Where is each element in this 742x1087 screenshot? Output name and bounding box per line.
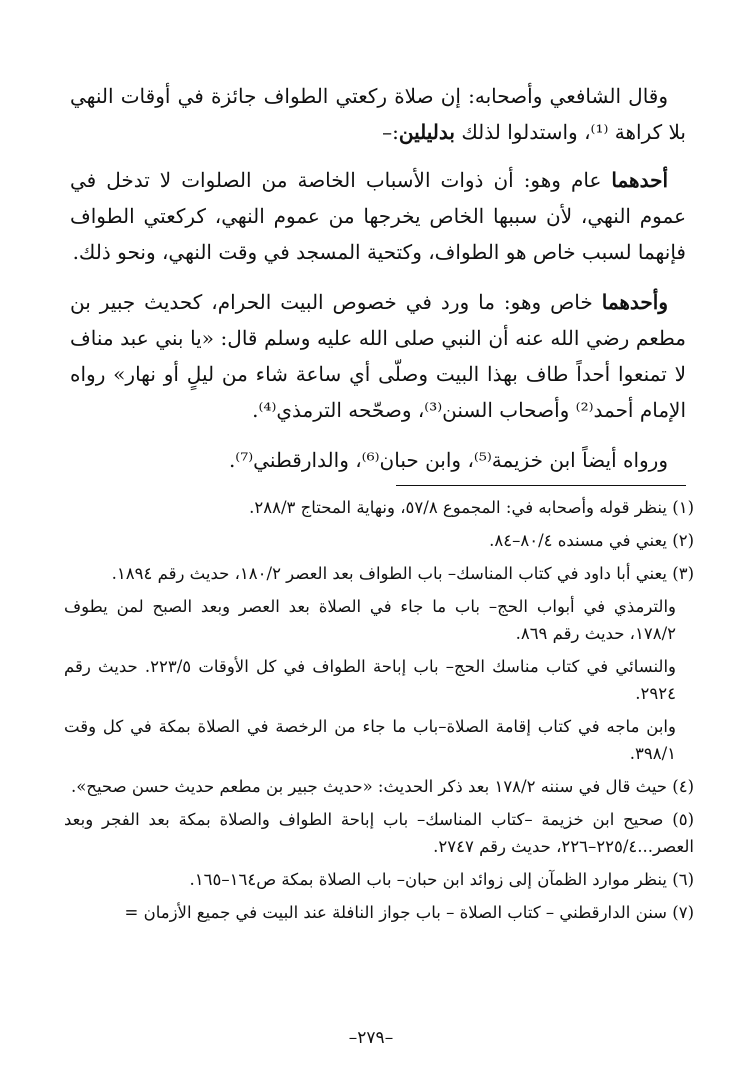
footnote-6: (٦) ينظر موارد الظمآن إلى زوائد ابن حبان– باب الصلاة بمكة ص١٦٤–١٦٥.: [189, 870, 694, 889]
paragraph-1-bold: بدليلين: [398, 120, 455, 144]
paragraph-4: ورواه أيضاً ابن خزيمة⁽⁵⁾، وابن حبان⁽⁶⁾، والدارقطني⁽⁷⁾.: [228, 448, 668, 472]
footnote-2: (٢) يعني في مسنده ٨٠/٤–٨٤.: [489, 531, 694, 550]
paragraph-2-heading: أحدهما: [611, 168, 668, 192]
footnote-7: (٧) سنن الدارقطني – كتاب الصلاة – باب جواز النافلة عند البيت في جميع الأزمان =: [124, 903, 694, 922]
footnote-4: (٤) حيث قال في سننه ١٧٨/٢ بعد ذكر الحديث: «حديث جبير بن مطعم حديث حسن صحيح».: [70, 777, 694, 796]
footnote-3-nasai: والنسائي في كتاب مناسك الحج– باب إباحة الطواف في كل الأوقات ٢٢٣/٥. حديث رقم ٢٩٢٤.: [64, 657, 677, 703]
main-text: [70, 78, 686, 492]
paragraph-1-text: وقال الشافعي وأصحابه: إن صلاة ركعتي الطواف جائزة في أوقات النهي بلا كراهة ⁽¹⁾، واستدلوا لذلك: [70, 84, 686, 144]
paragraph-2-text: عام وهو: أن ذوات الأسباب الخاصة من الصلوات لا تدخل في عموم النهي، لأن سببها الخاص يخرجها من عموم النهي، كركعتي الطواف فإنهما لسبب خاص هو الطواف، وكتحية المسجد في وقت النهي، ونحو ذلك.: [70, 168, 686, 264]
footnotes: [64, 494, 694, 932]
footnote-3-ibn-majah: وابن ماجه في كتاب إقامة الصلاة–باب ما جاء من الرخصة في الصلاة بمكة في كل وقت ٣٩٨/١.: [64, 717, 676, 763]
paragraph-3-heading: وأحدهما: [601, 290, 668, 314]
footnote-3: (٣) يعني أبا داود في كتاب المناسك– باب الطواف بعد العصر ١٨٠/٢، حديث رقم ١٨٩٤.: [111, 564, 694, 583]
paragraph-3: [70, 284, 686, 428]
footnote-3-tirmidhi: والترمذي في أبواب الحج– باب ما جاء في الصلاة بعد العصر وبعد الصبح لمن يطوف ١٧٨/٢، حديث رقم ٨٦٩.: [64, 597, 676, 643]
paragraph-1: [70, 78, 686, 150]
paragraph-3-text: خاص وهو: ما ورد في خصوص البيت الحرام، كحديث جبير بن مطعم رضي الله عنه أن النبي صلى الله عليه وسلم قال: «يا بني عبد مناف لا تمنعوا أحداً طاف بهذا البيت وصلّى أي ساعة شاء من ليلٍ أو نهار» رواه الإمام أحمد⁽²⁾ وأصحاب السنن⁽³⁾، وصحّحه الترمذي⁽⁴⁾.: [70, 290, 686, 422]
page-number: –٢٧٩–: [348, 1028, 394, 1048]
footnote-5: (٥) صحيح ابن خزيمة –كتاب المناسك– باب إباحة الطواف والصلاة بمكة بعد الفجر وبعد العصر...٢٢٥/٤–٢٢٦، حديث رقم ٢٧٤٧.: [64, 810, 694, 856]
paragraph-1-end: :–: [382, 120, 399, 144]
footnote-separator: [396, 485, 686, 486]
paragraph-2: [70, 162, 686, 270]
footnote-1: (١) ينظر قوله وأصحابه في: المجموع ٥٧/٨، ونهاية المحتاج ٢٨٨/٣.: [249, 498, 694, 517]
